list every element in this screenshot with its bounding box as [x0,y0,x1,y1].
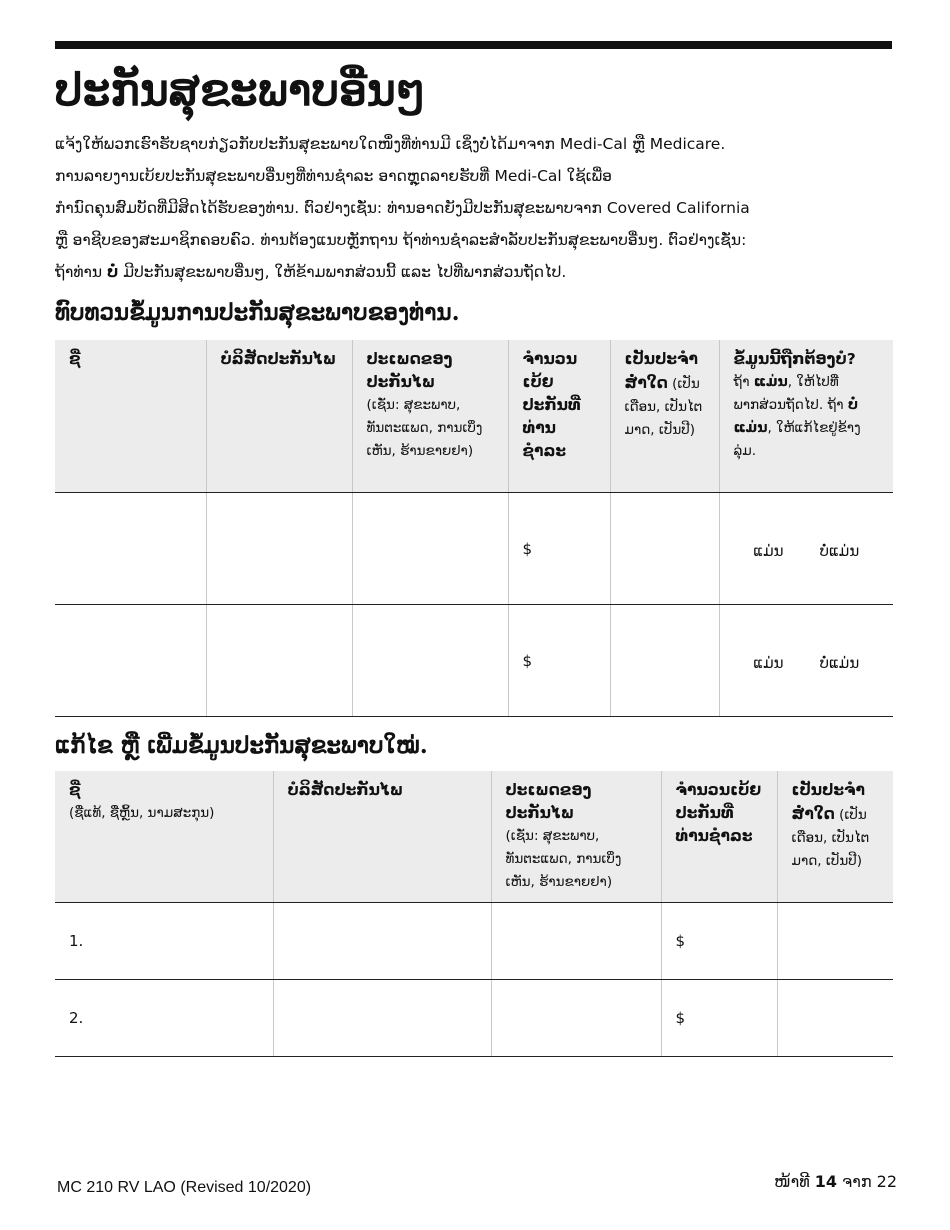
col-premium-header: ຈຳນວນເບ້ຍປະກັນທີ່ທ່ານຊຳລະ [661,771,777,903]
row-number: 1. [69,932,84,950]
name-cell[interactable] [55,980,273,1057]
intro-text: ມີປະກັນສຸຂະພາບອື່ນໆ, ໃຫ້ຂ້າມພາກສ່ວນນີ້ ແລະ ໄປທີ່ພາກສ່ວນຖັດໄປ. [118,263,567,281]
intro-text: ຖ້າທ່ານ [55,263,108,281]
page-number: ໜ້າທີ 14 ຈາກ 22 [774,1172,897,1191]
table-row [55,493,893,605]
intro-line: ການລາຍງານເບ້ຍປະກັນສຸຂະພາບອື່ນໆທີ່ທ່ານຊຳລະ ອາດຫຼຸດລາຍຮັບທີ່ Medi-Cal ໃຊ້ເພື່ອ [55,167,612,185]
col-type-header: ປະເພດຂອງປະກັນໄພ (ເຊັ່ນ: ສຸຂະພາບ, ທັນຕະແພດ, ການເບິ່ງເຫັນ, ຮ້ານຂາຍຢາ) [352,340,508,493]
type-cell[interactable] [352,605,508,717]
intro-emphasis: ບໍ່ [107,263,119,281]
table-header-row [55,340,893,493]
col-company-header: ບໍລິສັດປະກັນໄພ [206,340,352,493]
type-cell[interactable] [352,493,508,605]
premium-cell[interactable] [508,605,610,717]
premium-cell[interactable] [661,980,777,1057]
col-frequency-header: ເປັນປະຈຳສໍ່າໃດ (ເປັນເດືອນ, ເປັນໄຕມາດ, ເປັນປີ) [777,771,893,903]
col-premium-header: ຈຳນວນເບ້ຍປະກັນທີ່ທ່ານຊຳລະ [508,340,610,493]
company-cell[interactable] [273,903,491,980]
no-checkbox[interactable]: ບໍ່ແມ່ນ [819,653,860,672]
top-rule [55,41,892,49]
review-section-heading: ທົບທວນຂໍ້ມູນການປະກັນສຸຂະພາບຂອງທ່ານ. [55,299,460,326]
edit-insurance-table [55,771,893,1057]
intro-line [55,256,895,288]
name-cell[interactable] [55,493,206,605]
table-row [55,903,893,980]
yes-checkbox[interactable]: ແມ່ນ [753,653,784,672]
type-cell[interactable] [491,980,661,1057]
col-frequency-header: ເປັນປະຈຳສໍ່າໃດ (ເປັນເດືອນ, ເປັນໄຕມາດ, ເປັນປີ) [610,340,719,493]
frequency-cell[interactable] [777,903,893,980]
col-type-header: ປະເພດຂອງປະກັນໄພ (ເຊັ່ນ: ສຸຂະພາບ, ທັນຕະແພດ, ການເບິ່ງເຫັນ, ຮ້ານຂາຍຢາ) [491,771,661,903]
no-checkbox[interactable]: ບໍ່ແມ່ນ [819,541,860,560]
form-id: MC 210 RV LAO (Revised 10/2020) [57,1179,312,1196]
table-header-row [55,771,893,903]
company-cell[interactable] [206,493,352,605]
company-cell[interactable] [273,980,491,1057]
intro-line: ກຳນົດຄຸນສົມບັດທີ່ມີສິດໄດ້ຮັບຂອງທ່ານ. ຕົວຢ່າງເຊັ່ນ: ທ່ານອາດຍັງມີປະກັນສຸຂະພາບຈາກ Covered California [55,199,750,217]
frequency-cell[interactable] [610,493,719,605]
frequency-cell[interactable] [610,605,719,717]
currency-symbol: $ [522,539,533,558]
company-cell[interactable] [206,605,352,717]
premium-cell[interactable] [508,493,610,605]
correct-cell [719,493,893,605]
currency-symbol: $ [675,932,686,950]
name-cell[interactable] [55,605,206,717]
col-company-header: ບໍລິສັດປະກັນໄພ [273,771,491,903]
row-number: 2. [69,1009,84,1027]
col-name-header: ຊື່ (ຊື່ແທ້, ຊື່ຫຼິ້ນ, ນາມສະກຸນ) [55,771,273,903]
premium-cell[interactable] [661,903,777,980]
yes-checkbox[interactable]: ແມ່ນ [753,541,784,560]
col-name-header: ຊື່ [55,340,206,493]
edit-section-heading: ແກ້ໄຂ ຫຼື ເພີ່ມຂໍ້ມູນປະກັນສຸຂະພາບໃໝ່. [55,732,428,759]
review-insurance-table [55,340,893,717]
table-row [55,980,893,1057]
correct-cell [719,605,893,717]
col-correct-header: ຂໍ້ມູນນີ້ຖືກຕ້ອງບໍ? ຖ້າ ແມ່ນ, ໃຫ້ໄປທີ່ພາກສ່ວນຖັດໄປ. ຖ້າ ບໍ່ແມ່ນ, ໃຫ້ແກ້ໄຂຢູ່ຂ້າງລຸ່ມ. [719,340,893,493]
type-cell[interactable] [491,903,661,980]
page-title: ປະກັນສຸຂະພາບອື່ນໆ [55,65,426,116]
table-row [55,605,893,717]
intro-line: ຫຼື ອາຊີບຂອງສະມາຊິກຄອບຄົວ. ທ່ານຕ້ອງແນບຫຼັກຖານ ຖ້າທ່ານຊຳລະສຳລັບປະກັນສຸຂະພາບອື່ນໆ. ຕົວຢ່າງເຊັ່ນ: [55,231,747,249]
intro-line: ແຈ້ງໃຫ້ພວກເຮົາຮັບຊາບກ່ຽວກັບປະກັນສຸຂະພາບໃດໜຶ່ງທີ່ທ່ານມີ ເຊິ່ງບໍ່ໄດ້ມາຈາກ Medi-Cal ຫຼື Medicare. [55,135,726,153]
name-cell[interactable] [55,903,273,980]
frequency-cell[interactable] [777,980,893,1057]
currency-symbol: $ [675,1009,686,1027]
currency-symbol: $ [522,651,533,670]
intro-paragraph [55,128,895,288]
